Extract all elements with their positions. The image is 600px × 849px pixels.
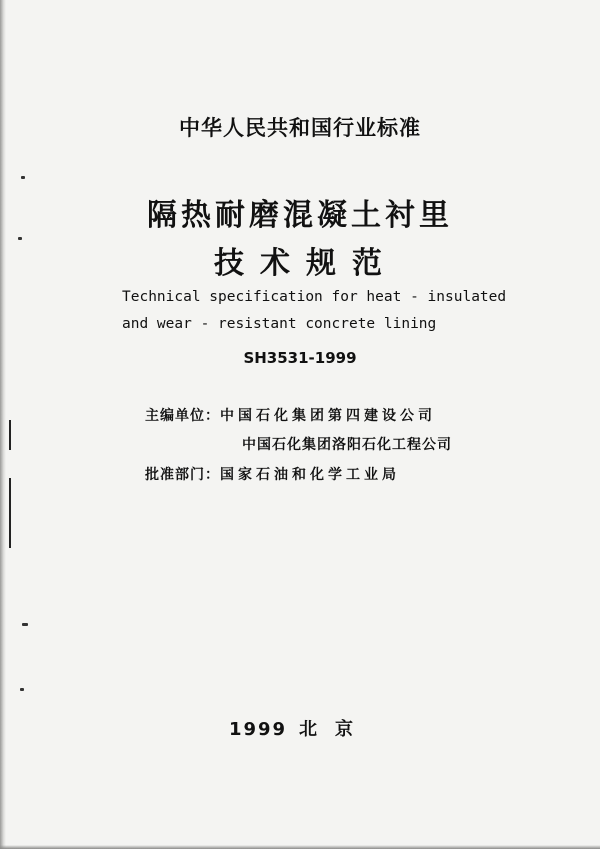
scan-bottom-edge — [0, 845, 600, 849]
publication-year: 1999 — [228, 719, 288, 740]
approval-department: 国家石油和化学工业局 — [220, 467, 400, 483]
document-title-line-1: 隔热耐磨混凝土衬里 — [147, 198, 453, 233]
document-title-line-2: 技术规范 — [214, 246, 398, 281]
scan-speck — [21, 176, 25, 179]
scan-speck — [20, 688, 24, 691]
margin-mark — [9, 420, 11, 450]
approval-row — [145, 464, 400, 484]
chief-editor-org-2: 中国石化集团洛阳石化工程公司 — [242, 437, 452, 453]
approval-label: 批准部门： — [145, 467, 220, 483]
english-title — [122, 284, 506, 338]
margin-mark — [9, 478, 11, 548]
scan-speck — [22, 623, 28, 626]
chief-editor-label: 主编单位： — [145, 408, 220, 424]
english-title-line-2: and wear - resistant concrete lining — [122, 316, 437, 332]
industry-standard-heading: 中华人民共和国行业标准 — [179, 116, 421, 140]
english-title-line-1: Technical specification for heat - insulated — [122, 289, 507, 305]
chief-editor-org-1: 中国石化集团第四建设公司 — [220, 408, 436, 424]
chief-editor-row — [145, 405, 436, 425]
standard-number: SH3531-1999 — [243, 349, 357, 367]
publication-footer — [0, 715, 600, 741]
publication-city: 北京 — [299, 719, 372, 740]
